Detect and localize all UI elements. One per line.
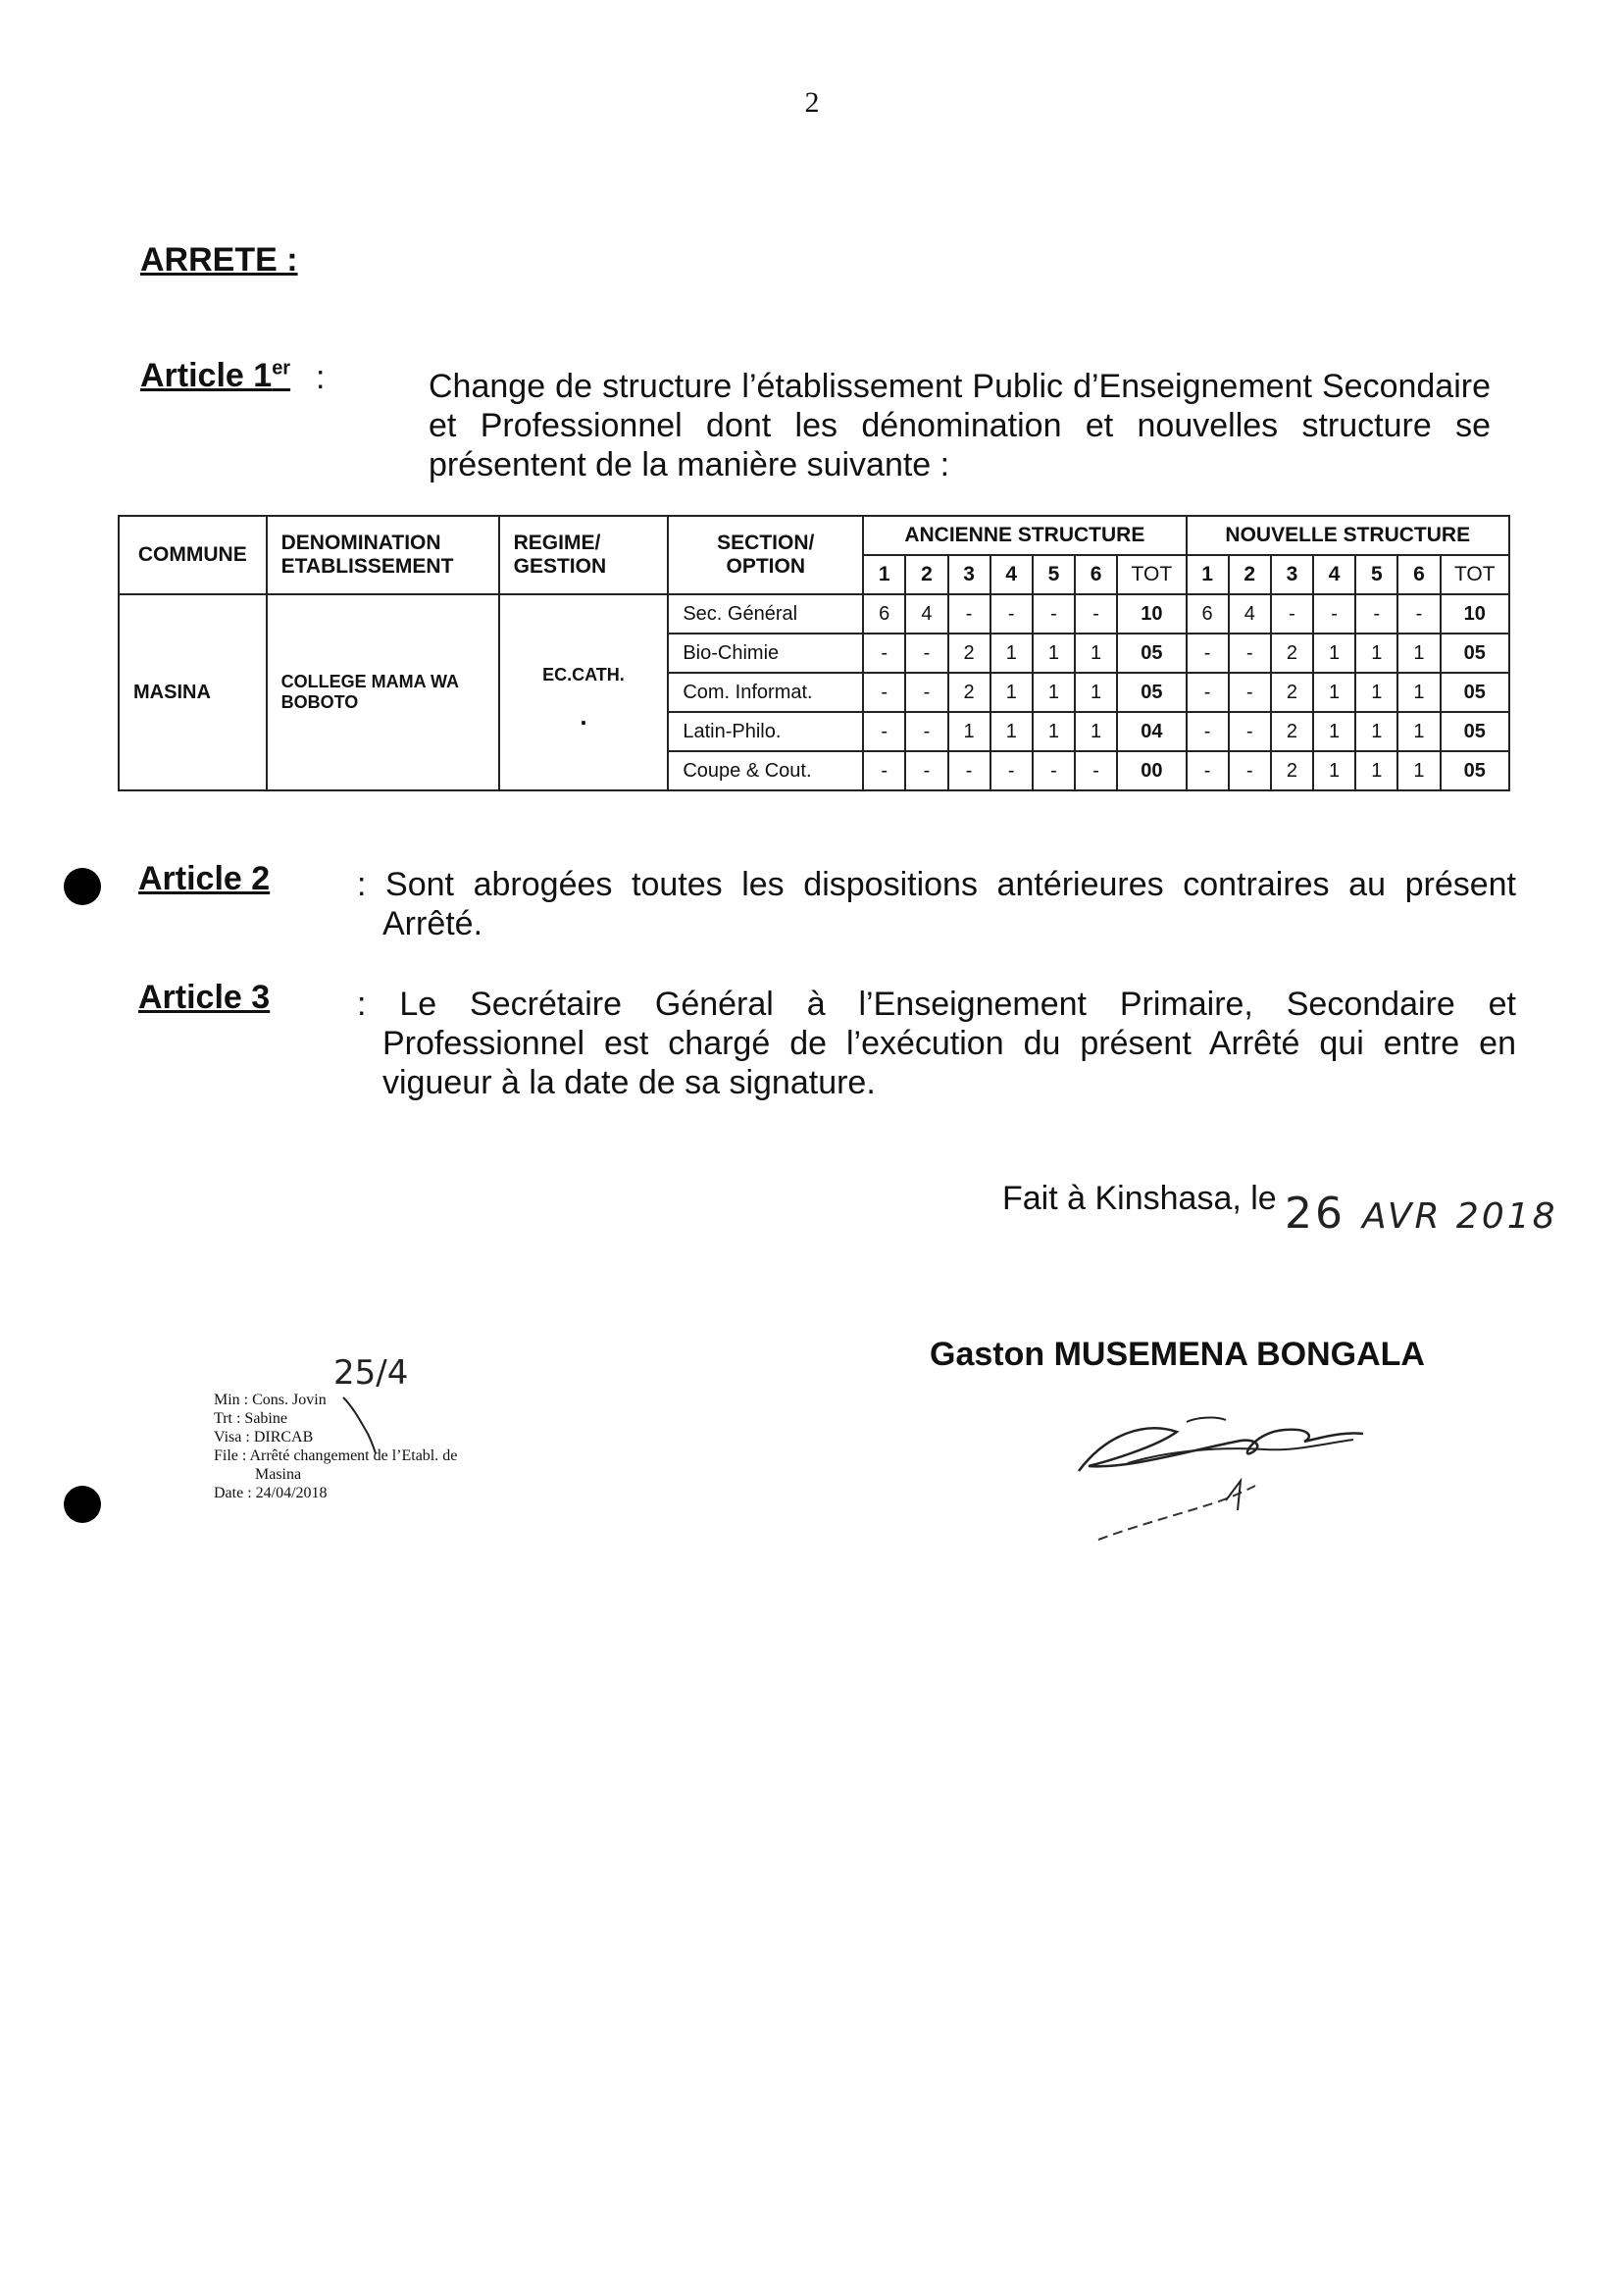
nouvelle-value-cell: 05 — [1441, 634, 1509, 673]
nouvelle-value-cell: 05 — [1441, 712, 1509, 751]
article-1-label-main: Article 1 — [140, 357, 273, 394]
article-1-label — [140, 357, 290, 395]
structure-table — [118, 515, 1510, 791]
nouvelle-value-cell: 6 — [1187, 594, 1229, 634]
ancienne-value-cell: - — [1033, 594, 1075, 634]
table-row — [119, 594, 1509, 634]
ancienne-value-cell: 1 — [948, 712, 990, 751]
nouvelle-value-cell: - — [1313, 594, 1355, 634]
subheader-cell: 3 — [1271, 555, 1313, 594]
ancienne-value-cell: 04 — [1117, 712, 1186, 751]
nouvelle-value-cell: - — [1229, 712, 1271, 751]
nouvelle-value-cell: 4 — [1229, 594, 1271, 634]
subheader-cell: 5 — [1033, 555, 1075, 594]
nouvelle-value-cell: - — [1187, 634, 1229, 673]
section-cell: Latin-Philo. — [668, 712, 863, 751]
ancienne-value-cell: - — [905, 751, 947, 790]
section-cell: Sec. Général — [668, 594, 863, 634]
section-cell: Bio-Chimie — [668, 634, 863, 673]
nouvelle-value-cell: 1 — [1355, 634, 1397, 673]
ancienne-value-cell: 1 — [990, 673, 1033, 712]
article-1-colon: : — [316, 359, 326, 396]
header-regime — [499, 516, 669, 594]
punch-hole-mark — [64, 1486, 101, 1523]
ancienne-value-cell: - — [990, 594, 1033, 634]
nouvelle-value-cell: - — [1355, 594, 1397, 634]
ancienne-value-cell: 1 — [1033, 673, 1075, 712]
ancienne-value-cell: - — [905, 634, 947, 673]
place-text: Fait à Kinshasa, le — [1002, 1180, 1277, 1217]
handwritten-month-year: AVR 2018 — [1362, 1196, 1558, 1237]
nouvelle-value-cell: 10 — [1441, 594, 1509, 634]
nouvelle-value-cell: - — [1187, 673, 1229, 712]
ancienne-value-cell: 1 — [1033, 634, 1075, 673]
nouvelle-value-cell: 05 — [1441, 751, 1509, 790]
ancienne-value-cell: 10 — [1117, 594, 1186, 634]
nouvelle-value-cell: 2 — [1271, 751, 1313, 790]
ancienne-value-cell: - — [863, 673, 905, 712]
ancienne-value-cell: 05 — [1117, 634, 1186, 673]
nouvelle-value-cell: - — [1187, 712, 1229, 751]
subheader-cell: TOT — [1117, 555, 1186, 594]
nouvelle-value-cell: 2 — [1271, 712, 1313, 751]
ancienne-value-cell: 1 — [990, 634, 1033, 673]
ancienne-value-cell: 00 — [1117, 751, 1186, 790]
nouvelle-value-cell: 1 — [1355, 673, 1397, 712]
ancienne-value-cell: - — [1075, 594, 1117, 634]
ancienne-value-cell: 1 — [1033, 712, 1075, 751]
ancienne-value-cell: 6 — [863, 594, 905, 634]
nouvelle-value-cell: 1 — [1313, 751, 1355, 790]
footnote-block — [214, 1391, 457, 1502]
subheader-cell: 2 — [905, 555, 947, 594]
ancienne-value-cell: - — [990, 751, 1033, 790]
page-number: 2 — [804, 86, 820, 119]
nouvelle-value-cell: - — [1271, 594, 1313, 634]
nouvelle-value-cell: 2 — [1271, 634, 1313, 673]
header-nouvelle-structure: NOUVELLE STRUCTURE — [1187, 516, 1509, 555]
ancienne-value-cell: - — [905, 712, 947, 751]
nouvelle-value-cell: 1 — [1313, 634, 1355, 673]
ancienne-value-cell: - — [948, 594, 990, 634]
ancienne-value-cell: - — [1075, 751, 1117, 790]
ancienne-value-cell: 4 — [905, 594, 947, 634]
nouvelle-value-cell: - — [1187, 751, 1229, 790]
header-regime-line2: GESTION — [513, 555, 607, 578]
nouvelle-value-cell: - — [1229, 634, 1271, 673]
subheader-cell: 4 — [1313, 555, 1355, 594]
nouvelle-value-cell: 1 — [1397, 673, 1440, 712]
header-denomination-line2: ETABLISSEMENT — [280, 555, 454, 578]
nouvelle-value-cell: 1 — [1397, 751, 1440, 790]
nouvelle-value-cell: 1 — [1355, 751, 1397, 790]
nouvelle-value-cell: 2 — [1271, 673, 1313, 712]
subheader-cell: 6 — [1397, 555, 1440, 594]
handwritten-day: 26 — [1285, 1189, 1345, 1239]
ancienne-value-cell: 1 — [990, 712, 1033, 751]
ancienne-value-cell: - — [948, 751, 990, 790]
footnote-file-cont: Masina — [255, 1466, 302, 1483]
nouvelle-value-cell: 05 — [1441, 673, 1509, 712]
subheader-cell: 3 — [948, 555, 990, 594]
header-regime-line1: REGIME/ — [513, 532, 601, 554]
ancienne-value-cell: - — [1033, 751, 1075, 790]
commune-cell: MASINA — [119, 594, 267, 790]
subheader-cell: 1 — [1187, 555, 1229, 594]
subheader-cell: 4 — [990, 555, 1033, 594]
header-denomination-line1: DENOMINATION — [280, 532, 441, 554]
header-denomination — [267, 516, 499, 594]
header-commune: COMMUNE — [119, 516, 267, 594]
subheader-cell: 1 — [863, 555, 905, 594]
nouvelle-value-cell: - — [1397, 594, 1440, 634]
ancienne-value-cell: - — [863, 634, 905, 673]
denomination-cell: COLLEGE MAMA WA BOBOTO — [267, 594, 499, 790]
nouvelle-value-cell: - — [1229, 751, 1271, 790]
table-body — [119, 594, 1509, 790]
subheader-cell: 5 — [1355, 555, 1397, 594]
ancienne-value-cell: 2 — [948, 673, 990, 712]
header-section-line2: OPTION — [726, 555, 805, 578]
ancienne-value-cell: 1 — [1075, 712, 1117, 751]
signature — [1069, 1393, 1402, 1549]
header-section — [668, 516, 863, 594]
footnote-date: Date : 24/04/2018 — [214, 1485, 328, 1501]
nouvelle-value-cell: 1 — [1313, 673, 1355, 712]
ancienne-value-cell: 2 — [948, 634, 990, 673]
subheader-cell: 6 — [1075, 555, 1117, 594]
subheader-cell: TOT — [1441, 555, 1509, 594]
article-2-label: Article 2 — [138, 860, 271, 897]
article-1-text: Change de structure l’établissement Public d’Enseignement Secondaire et Professionnel dont les dénomination et nouvelles structure se présentent de la manière suivante : — [429, 368, 1491, 483]
handwritten-date — [1285, 1189, 1558, 1239]
ancienne-value-cell: 1 — [1075, 673, 1117, 712]
ancienne-value-cell: - — [863, 751, 905, 790]
article-2-text: : Sont abrogées toutes les dispositions antérieures contraires au présent Arrêté. — [357, 866, 1516, 942]
subheader-cell: 2 — [1229, 555, 1271, 594]
footnote-min: Min : Cons. Jovin — [214, 1392, 327, 1408]
footnote-visa: Visa : DIRCAB — [214, 1429, 314, 1446]
regime-cell — [499, 594, 669, 790]
article-1-label-sup: er — [272, 357, 291, 380]
article-3-text: : Le Secrétaire Général à l’Enseignement Primaire, Secondaire et Professionnel est chargé de l’exécution du présent Arrêté qui entre en vigueur à la date de sa signature. — [357, 986, 1516, 1101]
regime-value: EC.CATH. — [542, 664, 625, 685]
nouvelle-value-cell: 1 — [1397, 712, 1440, 751]
punch-hole-mark — [64, 868, 101, 905]
regime-mark: . — [580, 700, 587, 731]
footnote-file: File : Arrêté changement de l’Etabl. de — [214, 1447, 458, 1464]
article-3-label: Article 3 — [138, 979, 271, 1016]
section-cell: Com. Informat. — [668, 673, 863, 712]
ancienne-value-cell: 1 — [1075, 634, 1117, 673]
header-section-line1: SECTION/ — [717, 532, 815, 554]
footnote-trt: Trt : Sabine — [214, 1410, 287, 1427]
nouvelle-value-cell: 1 — [1313, 712, 1355, 751]
ancienne-value-cell: - — [863, 712, 905, 751]
nouvelle-value-cell: - — [1229, 673, 1271, 712]
section-cell: Coupe & Cout. — [668, 751, 863, 790]
nouvelle-value-cell: 1 — [1397, 634, 1440, 673]
ancienne-value-cell: - — [905, 673, 947, 712]
document-heading: ARRETE : — [140, 241, 298, 279]
handwritten-initials: 25/4 — [333, 1353, 409, 1393]
signer-name: Gaston MUSEMENA BONGALA — [930, 1336, 1425, 1373]
nouvelle-value-cell: 1 — [1355, 712, 1397, 751]
ancienne-value-cell: 05 — [1117, 673, 1186, 712]
header-ancienne-structure: ANCIENNE STRUCTURE — [863, 516, 1186, 555]
